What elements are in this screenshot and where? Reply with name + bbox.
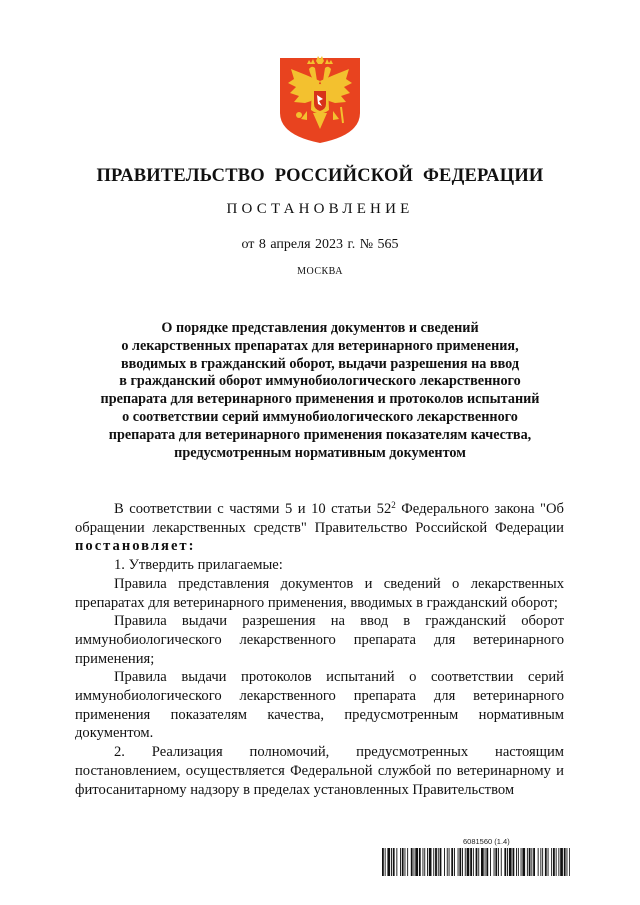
barcode-bar [509, 848, 512, 876]
barcode-bar [556, 848, 557, 876]
barcode-bar [545, 848, 547, 876]
clause-2: 2. Реализация полномочий, предусмотренных настоящим постановлением, осуществляется Федеральной службой по ветеринарному и фитосанитарному надзору в пределах установленных Правительством [75, 744, 564, 798]
heading-line: о соответствии серий иммунобиологического лекарственного [122, 408, 518, 425]
barcode-bar [451, 848, 453, 876]
barcode-bar [485, 848, 486, 876]
barcode-bar [533, 848, 535, 876]
barcode-bar [558, 848, 559, 876]
barcode-bar [521, 848, 522, 876]
barcode-bar [396, 848, 397, 876]
barcode-bar [435, 848, 437, 876]
barcode-bar [548, 848, 549, 876]
barcode-bar [440, 848, 442, 876]
barcode-bar [560, 848, 563, 876]
barcode-bar [411, 848, 413, 876]
barcode-bar [465, 848, 466, 876]
barcode-bar [538, 848, 539, 876]
barcode-bar [529, 848, 531, 876]
clause-1: 1. Утвердить прилагаемые: [114, 557, 283, 574]
barcode-bar [459, 848, 461, 876]
barcode-bar [481, 848, 484, 876]
barcode-bar [494, 848, 495, 876]
barcode-bar [501, 848, 502, 876]
barcode-icon [382, 848, 570, 876]
barcode-bar [569, 848, 570, 876]
heading-line: предусмотренным нормативным документом [174, 444, 466, 461]
preamble-text-start: В соответствии с частями 5 и 10 статьи 52 [114, 501, 392, 517]
heading-line: О порядке представления документов и сведений [161, 320, 479, 336]
barcode-bar [527, 848, 528, 876]
barcode-bar [567, 848, 568, 876]
barcode-bar [478, 848, 479, 876]
barcode-bar [564, 848, 566, 876]
rules-item-3: Правила выдачи протоколов испытаний о соответствии серий иммунобиологического лекарственного препарата для ветеринарного применения показателям качества, предусмотренным нормативным документом. [75, 669, 564, 742]
barcode-bar [405, 848, 406, 876]
document-date-number: от 8 апреля 2023 г. № 565 [241, 237, 399, 252]
heading-line: о лекарственных препаратах для ветеринарного применения, [121, 337, 519, 354]
barcode-bar [490, 848, 491, 876]
barcode-bar [458, 848, 459, 876]
document-type: ПОСТАНОВЛЕНИЕ [226, 201, 414, 217]
preamble-text-end: Федерального закона "Об обращении лекарственных средств" Правительство Российской Федерации [75, 501, 564, 536]
barcode-bar [427, 848, 428, 876]
article-superscript: 2 [391, 500, 396, 510]
barcode-bar [423, 848, 424, 876]
barcode-bar [391, 848, 392, 876]
russian-coat-of-arms-icon [277, 55, 363, 145]
barcode-bar [486, 848, 488, 876]
barcode-bar [393, 848, 395, 876]
barcode-bar [407, 848, 408, 876]
barcode-bar [498, 848, 499, 876]
barcode-bar [415, 848, 418, 876]
heading-line: препарата для ветеринарного применения показателям качества, [108, 426, 532, 443]
barcode-bar [387, 848, 390, 876]
document-city: МОСКВА [297, 266, 343, 277]
barcode-bar [540, 848, 541, 876]
barcode-bar [385, 848, 386, 876]
barcode-bar [467, 848, 470, 876]
barcode-bar [447, 848, 448, 876]
barcode-bar [522, 848, 525, 876]
barcode-bar [449, 848, 450, 876]
barcode-bar [462, 848, 463, 876]
heading-line: вводимых в гражданский оборот, выдачи разрешения на ввод [120, 355, 520, 372]
barcode-bar [438, 848, 439, 876]
barcode-bar [518, 848, 519, 876]
barcode-bar [542, 848, 543, 876]
barcode-bar [551, 848, 552, 876]
barcode-bar [454, 848, 455, 876]
barcode-bar [507, 848, 508, 876]
document-body [75, 500, 564, 799]
barcode-bar [424, 848, 425, 876]
preamble-paragraph [75, 500, 564, 556]
barcode-bar [444, 848, 445, 876]
government-title: ПРАВИТЕЛЬСТВО РОССИЙСКОЙ ФЕДЕРАЦИИ [96, 166, 544, 186]
barcode-bar [433, 848, 434, 876]
barcode-bar [470, 848, 472, 876]
barcode-bar [414, 848, 415, 876]
barcode-bar [504, 848, 506, 876]
rules-item-2: Правила выдачи разрешения на ввод в гражданский оборот иммунобиологического лекарственного препарата для ветеринарного применения; [75, 613, 564, 667]
barcode-bar [476, 848, 478, 876]
barcode-bar [382, 848, 384, 876]
barcode-number: 6081560 (1.4) [463, 837, 510, 846]
barcode-bar [400, 848, 401, 876]
heading-line: препарата для ветеринарного применения и протоколов испытаний [100, 391, 540, 408]
barcode-bar [419, 848, 421, 876]
barcode-bar [516, 848, 517, 876]
barcode-bar [553, 848, 555, 876]
barcode-bar [495, 848, 497, 876]
document-heading [0, 320, 640, 462]
heading-line: в гражданский оборот иммунобиологического лекарственного [119, 373, 521, 390]
rules-item-1: Правила представления документов и сведений о лекарственных препаратах для ветеринарного применения, вводимых в гражданский оборот; [75, 575, 564, 611]
barcode-bar [402, 848, 404, 876]
barcode-bar [429, 848, 432, 876]
barcode-bar [513, 848, 515, 876]
barcode-bar [531, 848, 532, 876]
decree-word: постановляет: [75, 538, 196, 555]
barcode-bar [473, 848, 474, 876]
